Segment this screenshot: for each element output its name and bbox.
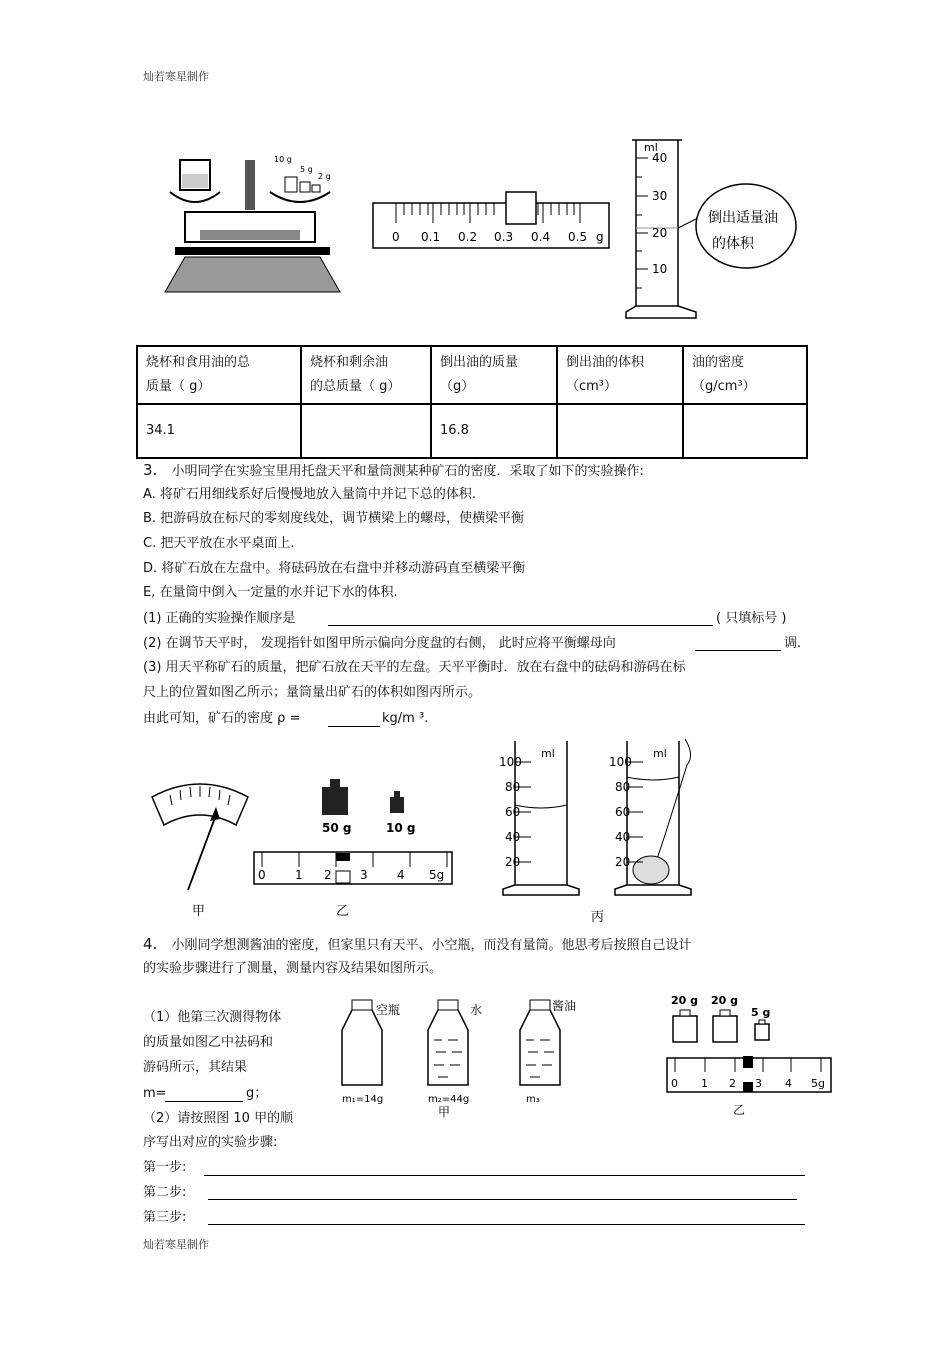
graduated-cylinders-bing bbox=[495, 735, 705, 925]
rider-slider bbox=[336, 871, 350, 883]
q3-part1-text: (1) 正确的实验操作顺序是 bbox=[143, 611, 296, 626]
balance-illustration bbox=[160, 152, 345, 297]
q3-part3-line: (3) 用天平称矿石的质量，把矿石放在天平的左盘。天平平衡时．放在右盘中的砝码和游码在标 bbox=[143, 660, 686, 675]
q4-part1-line: 游码所示，其结果 bbox=[143, 1060, 248, 1075]
ruler-tick: 3 bbox=[755, 1077, 762, 1090]
ruler-tick: 0.1 bbox=[421, 230, 441, 244]
callout-text: 的体积 bbox=[712, 236, 754, 252]
table-header-cell: 倒出油的质量 （g） bbox=[431, 346, 557, 404]
callout-text: 倒出适量油 bbox=[708, 210, 778, 226]
ruler-tick: 3 bbox=[360, 868, 368, 882]
q3-part2-suffix: 调. bbox=[784, 636, 802, 651]
cylinder-tick: 60 bbox=[505, 805, 521, 819]
step-label: 第一步: bbox=[143, 1160, 187, 1175]
answer-line-step2[interactable] bbox=[208, 1199, 797, 1200]
weight-label: 50 g bbox=[322, 821, 352, 835]
weight-label: 20 g bbox=[711, 994, 739, 1007]
balance-weight-label: 5 g bbox=[300, 165, 313, 174]
table-header-cell: 油的密度 （g/cm³） bbox=[683, 346, 807, 404]
ruler-unit: g bbox=[596, 230, 604, 244]
figure-label-jia: 甲 bbox=[438, 1105, 451, 1119]
q3-number: 3. bbox=[143, 461, 158, 479]
cylinder-tick: 80 bbox=[505, 780, 521, 794]
ruler-tick: 0.5 bbox=[568, 230, 588, 244]
weight-label: 10 g bbox=[386, 821, 416, 835]
q4-part2-line: （2）请按照图 10 甲的顺 bbox=[143, 1111, 294, 1126]
answer-line-step3[interactable] bbox=[208, 1224, 805, 1225]
cylinder-tick: 20 bbox=[505, 855, 521, 869]
ruler-tick: 0.4 bbox=[531, 230, 551, 244]
step-label: 第二步: bbox=[143, 1185, 187, 1200]
ruler-tick: 5g bbox=[811, 1077, 825, 1090]
cylinder-unit: ml bbox=[541, 747, 555, 760]
graduated-cylinder-1 bbox=[622, 136, 808, 322]
weights-and-ruler-yi-2 bbox=[663, 990, 835, 1120]
q3-part3-density-prefix: 由此可知，矿石的密度 ρ = bbox=[143, 711, 301, 726]
table-cell bbox=[683, 404, 807, 458]
cylinder-tick: 20 bbox=[615, 855, 631, 869]
mass-label: m₁=14g bbox=[342, 1094, 384, 1105]
q3-part2-text: (2) 在调节天平时， 发现指针如图甲所示偏向分度盘的右侧， 此时应将平衡螺母向 bbox=[143, 636, 616, 651]
ruler-tick: 2 bbox=[729, 1077, 736, 1090]
cylinder-unit: ml bbox=[653, 747, 667, 760]
ruler-tick: 0.3 bbox=[494, 230, 514, 244]
bottles-figure-jia bbox=[330, 990, 585, 1120]
q3-option: B. 把游码放在标尺的零刻度线处，调节横梁上的螺母，使横梁平衡 bbox=[143, 511, 525, 526]
cylinder-tick: 30 bbox=[652, 189, 668, 203]
table-header-cell: 烧杯和食用油的总 质量（ g） bbox=[137, 346, 301, 404]
q3-stem-text: 小明同学在实验宝里用托盘天平和量筒测某种矿石的密度．采取了如下的实验操作: bbox=[171, 464, 644, 479]
q3-part1-hint: ( 只填标号 ) bbox=[716, 611, 787, 626]
figure-label-yi: 乙 bbox=[733, 1103, 746, 1117]
weight-label: 5 g bbox=[751, 1006, 771, 1019]
q4-part1-line: （1）他第三次测得物体 bbox=[143, 1010, 282, 1025]
table-header-cell: 倒出油的体积 （cm³） bbox=[557, 346, 683, 404]
q3-option: D. 将矿石放在左盘中。将砝码放在右盘中并移动游码直至横梁平衡 bbox=[143, 561, 526, 576]
measurement-table bbox=[136, 345, 808, 459]
bottle-label: 空瓶 bbox=[376, 1003, 401, 1017]
answer-blank-density[interactable] bbox=[328, 712, 380, 727]
table-cell: 16.8 bbox=[431, 404, 557, 458]
ruler-tick: 1 bbox=[701, 1077, 708, 1090]
page-footer: 灿若寒星制作 bbox=[143, 1238, 209, 1251]
cylinder-tick: 10 bbox=[652, 262, 668, 276]
ruler-tick: 0 bbox=[392, 230, 400, 244]
balance-weight-label: 10 g bbox=[274, 155, 292, 164]
mass-label: m₂=44g bbox=[428, 1094, 470, 1105]
mass-label: m₃ bbox=[526, 1094, 540, 1105]
figure-label-yi: 乙 bbox=[336, 904, 350, 919]
q4-part2-line: 序写出对应的实验步骤: bbox=[143, 1135, 278, 1150]
table-cell: 34.1 bbox=[137, 404, 301, 458]
cylinder-tick: 80 bbox=[615, 780, 631, 794]
q3-part3-line: 尺上的位置如图乙所示；量筒量出矿石的体积如图丙所示。 bbox=[143, 685, 482, 700]
cylinder-tick: 60 bbox=[615, 805, 631, 819]
ruler-tick: 4 bbox=[785, 1077, 792, 1090]
answer-blank-order[interactable] bbox=[328, 611, 713, 626]
rider-scale-ruler bbox=[372, 188, 612, 250]
ruler-tick: 0 bbox=[671, 1077, 678, 1090]
bottle-label: 酱油 bbox=[552, 999, 577, 1013]
table-row bbox=[137, 404, 807, 458]
q4-mass-suffix: g； bbox=[246, 1086, 268, 1101]
cylinder-tick: 40 bbox=[615, 830, 631, 844]
balance-weight-label: 2 g bbox=[318, 172, 331, 181]
step-label: 第三步: bbox=[143, 1210, 187, 1225]
q3-stem bbox=[143, 461, 644, 481]
q4-mass-prefix: m= bbox=[143, 1086, 167, 1101]
ruler-tick: 1 bbox=[295, 868, 303, 882]
answer-blank-direction[interactable] bbox=[695, 636, 781, 651]
q3-part1 bbox=[143, 610, 296, 628]
rider-slider bbox=[506, 192, 536, 224]
ruler-tick: 2 bbox=[324, 868, 332, 882]
cylinder-tick: 100 bbox=[499, 755, 522, 769]
cylinder-unit: ml bbox=[644, 141, 658, 154]
figure-label-jia: 甲 bbox=[192, 904, 206, 919]
ruler-tick: 5g bbox=[429, 868, 445, 882]
q4-number: 4. bbox=[143, 935, 158, 953]
pointer-dial-jia bbox=[148, 775, 253, 920]
answer-blank-mass[interactable] bbox=[165, 1087, 243, 1102]
figure-label-bing: 丙 bbox=[591, 910, 605, 925]
ruler-tick: 4 bbox=[397, 868, 405, 882]
table-cell bbox=[557, 404, 683, 458]
weights-and-ruler-yi bbox=[252, 775, 457, 920]
cylinder-tick: 40 bbox=[505, 830, 521, 844]
answer-line-step1[interactable] bbox=[204, 1175, 805, 1176]
cylinder-tick: 100 bbox=[609, 755, 632, 769]
q3-option: C. 把天平放在水平桌面上. bbox=[143, 536, 295, 551]
q3-option: A. 将矿石用细线系好后慢慢地放入量筒中并记下总的体积. bbox=[143, 487, 477, 502]
ruler-tick: 0.2 bbox=[458, 230, 478, 244]
q4-stem-text: 的实验步骤进行了测量，测量内容及结果如图所示。 bbox=[143, 961, 443, 976]
q3-part3-density-unit: kg/m ³. bbox=[382, 711, 429, 726]
ruler-tick: 0 bbox=[258, 868, 266, 882]
table-header-row bbox=[137, 346, 807, 404]
table-cell bbox=[301, 404, 431, 458]
q4-stem bbox=[143, 935, 691, 955]
cylinder-tick: 40 bbox=[652, 151, 668, 165]
rider-slider bbox=[743, 1056, 753, 1068]
bottle-label: 水 bbox=[470, 1003, 483, 1017]
table-header-cell: 烧杯和剩余油 的总质量（ g） bbox=[301, 346, 431, 404]
callout-bubble bbox=[696, 184, 796, 268]
q3-option: E, 在量筒中倒入一定量的水并记下水的体积. bbox=[143, 585, 398, 600]
cylinder-tick: 20 bbox=[652, 226, 668, 240]
weight-label: 20 g bbox=[671, 994, 699, 1007]
page-header: 灿若寒星制作 bbox=[143, 70, 209, 83]
q4-stem-text: 小刚同学想测酱油的密度，但家里只有天平、小空瓶，而没有量筒。他思考后按照自己设计 bbox=[171, 938, 692, 953]
q4-part1-line: 的质量如图乙中祛码和 bbox=[143, 1035, 274, 1050]
